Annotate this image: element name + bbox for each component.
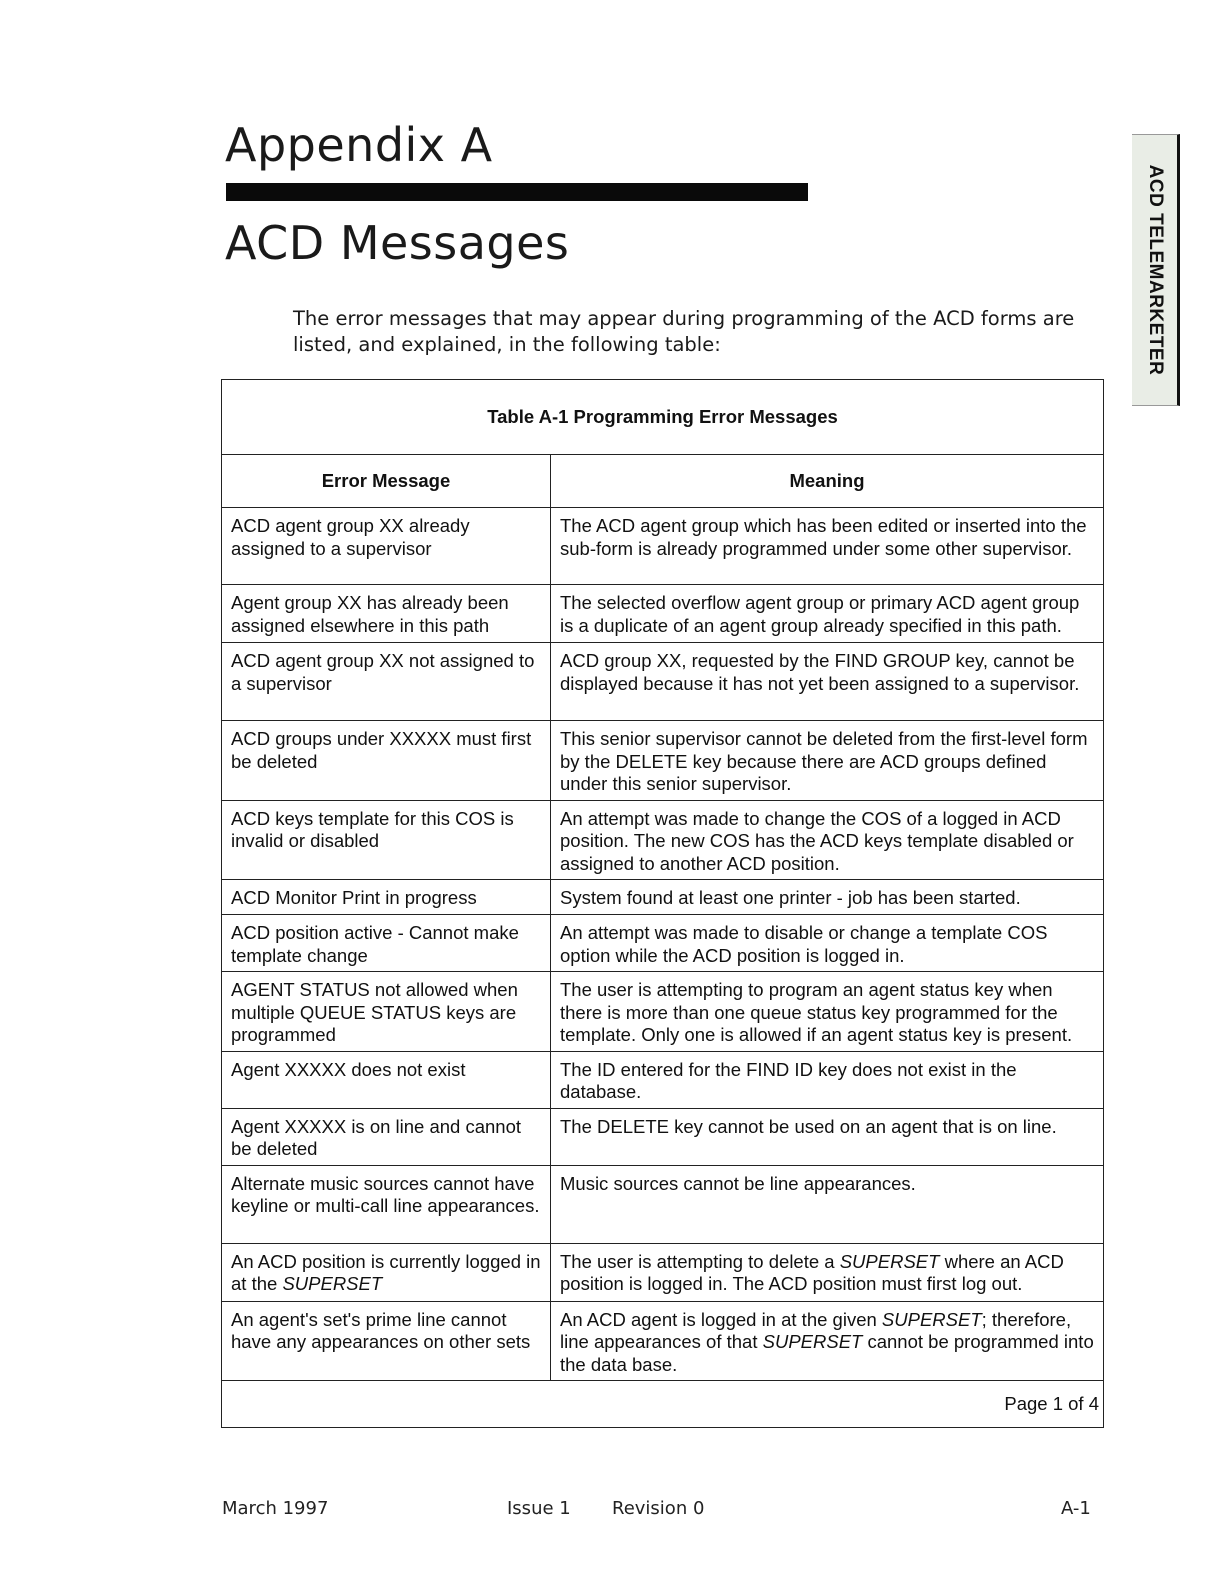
text-run: An ACD agent is logged in at the given — [560, 1308, 882, 1330]
error-message-cell: Agent XXXXX does not exist — [222, 1051, 551, 1108]
footer-revision: Revision 0 — [612, 1498, 705, 1519]
error-message-cell: ACD position active - Cannot make template change — [222, 915, 551, 972]
table-row — [222, 508, 1104, 585]
error-message-cell: ACD agent group XX not assigned to a supervisor — [222, 643, 551, 721]
meaning-cell: Music sources cannot be line appearances. — [551, 1165, 1104, 1243]
text-run: where an ACD position is logged in. The ACD position must first log out. — [560, 1250, 1064, 1294]
meaning-cell: An attempt was made to disable or change a template COS option while the ACD position is logged in. — [551, 915, 1104, 972]
text-run: ; therefore, line appearances of that — [560, 1308, 1072, 1352]
error-message-cell: An agent's set's prime line cannot have any appearances on other sets — [222, 1301, 551, 1381]
meaning-cell: This senior supervisor cannot be deleted from the first-level form by the DELETE key because there are ACD groups defined under this senior supervisor. — [551, 721, 1104, 801]
text-run: The user is attempting to delete a — [560, 1250, 840, 1272]
text-run: cannot be programmed into the data base. — [560, 1331, 1094, 1375]
table-row — [222, 1301, 1104, 1381]
meaning-cell — [551, 1301, 1104, 1381]
table-row — [222, 585, 1104, 643]
table-row — [222, 1051, 1104, 1108]
table-row — [222, 880, 1104, 915]
table-row — [222, 721, 1104, 801]
side-tab-label: ACD TELEMARKETER — [1144, 164, 1166, 376]
superset-term: SUPERSET — [762, 1331, 863, 1352]
column-header-meaning: Meaning — [551, 455, 1104, 508]
chapter-title: ACD Messages — [225, 216, 570, 270]
table-row — [222, 800, 1104, 880]
table-row — [222, 1243, 1104, 1301]
table-row — [222, 972, 1104, 1052]
meaning-cell: The ACD agent group which has been edited or inserted into the sub-form is already programmed under some other supervisor. — [551, 508, 1104, 585]
page-indicator: Page 1 of 4 — [222, 1381, 1104, 1428]
table-row — [222, 1108, 1104, 1165]
superset-term: SUPERSET — [881, 1308, 982, 1330]
text-run: An ACD position is currently logged in at the — [231, 1250, 541, 1294]
table-caption: Table A-1 Programming Error Messages — [222, 380, 1104, 455]
meaning-cell: The user is attempting to program an agent status key when there is more than one queue status key programmed for the template. Only one is allowed if an agent status key is present. — [551, 972, 1104, 1052]
error-message-cell: ACD Monitor Print in progress — [222, 880, 551, 915]
error-message-cell: ACD agent group XX already assigned to a supervisor — [222, 508, 551, 585]
meaning-cell: An attempt was made to change the COS of a logged in ACD position. The new COS has the ACD keys template disabled or assigned to another ACD position. — [551, 800, 1104, 880]
section-side-tab — [1132, 134, 1180, 406]
error-message-cell: Alternate music sources cannot have keyline or multi-call line appearances. — [222, 1165, 551, 1243]
title-rule — [226, 183, 808, 201]
table-header-row — [222, 455, 1104, 508]
table-row — [222, 915, 1104, 972]
footer-issue: Issue 1 — [507, 1498, 571, 1519]
meaning-cell: The selected overflow agent group or primary ACD agent group is a duplicate of an agent group already specified in this path. — [551, 585, 1104, 643]
table-caption-row — [222, 380, 1104, 455]
table-footer-row — [222, 1381, 1104, 1428]
column-header-error-message: Error Message — [222, 455, 551, 508]
error-message-cell: ACD groups under XXXXX must first be deleted — [222, 721, 551, 801]
superset-term: SUPERSET — [839, 1250, 940, 1272]
error-message-cell: AGENT STATUS not allowed when multiple QUEUE STATUS keys are programmed — [222, 972, 551, 1052]
meaning-cell: The ID entered for the FIND ID key does not exist in the database. — [551, 1051, 1104, 1108]
meaning-cell — [551, 1243, 1104, 1301]
footer-page-number: A-1 — [1061, 1498, 1091, 1519]
superset-term: SUPERSET — [282, 1273, 383, 1294]
error-messages-table — [221, 379, 1104, 1428]
error-message-cell — [222, 1243, 551, 1301]
meaning-cell: The DELETE key cannot be used on an agent that is on line. — [551, 1108, 1104, 1165]
appendix-label: Appendix A — [225, 118, 493, 172]
footer-date: March 1997 — [222, 1498, 329, 1519]
meaning-cell: ACD group XX, requested by the FIND GROUP key, cannot be displayed because it has not yet been assigned to a supervisor. — [551, 643, 1104, 721]
error-message-cell: Agent XXXXX is on line and cannot be deleted — [222, 1108, 551, 1165]
error-message-cell: ACD keys template for this COS is invalid or disabled — [222, 800, 551, 880]
table-row — [222, 1165, 1104, 1243]
intro-paragraph: The error messages that may appear during programming of the ACD forms are listed, and explained, in the following table: — [293, 307, 1075, 356]
table-row — [222, 643, 1104, 721]
error-message-cell: Agent group XX has already been assigned elsewhere in this path — [222, 585, 551, 643]
meaning-cell: System found at least one printer - job has been started. — [551, 880, 1104, 915]
